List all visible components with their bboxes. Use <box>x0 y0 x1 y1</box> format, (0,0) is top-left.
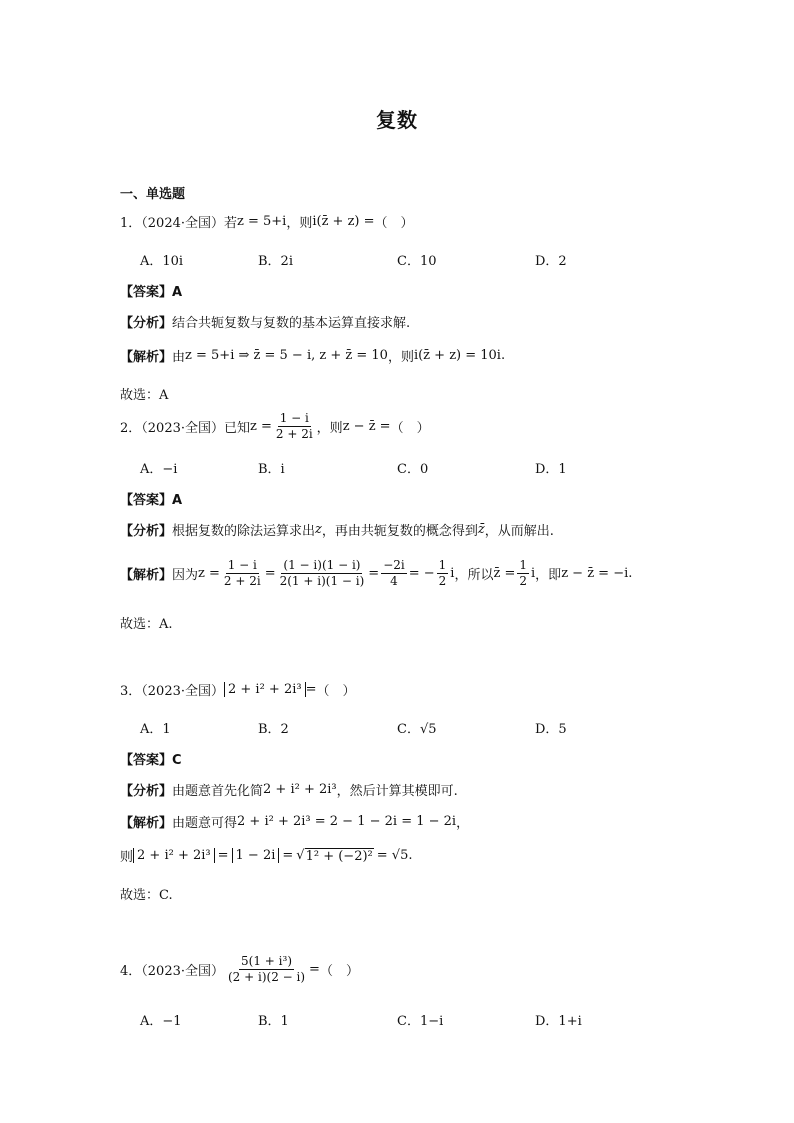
q1-stem <box>120 212 414 231</box>
q2-fraction <box>274 412 315 441</box>
q2-frac-num: 1 − i <box>278 412 311 427</box>
q1-stem-suffix: （ ） <box>374 216 414 231</box>
q2-frac-den: 2 + 2i <box>275 427 313 442</box>
q3-solution-end: ， <box>456 816 470 831</box>
q3-stem <box>120 680 356 699</box>
q2-sol-frac1 <box>222 559 263 588</box>
q2-option-a: A．−i <box>140 462 178 477</box>
q2-stem-mid: ，则 <box>316 421 343 437</box>
q1-solution-mid: ，则 <box>387 350 414 365</box>
q2-sol-frac3-den: 4 <box>390 574 398 589</box>
q2-sol-i2: i <box>531 566 536 582</box>
q3-option-a: A．1 <box>140 722 171 737</box>
q3-analysis-part2: ，然后计算其模即可. <box>336 784 458 799</box>
q3-analysis <box>120 780 458 799</box>
q1-analysis <box>120 312 410 331</box>
q2-sol-mid: ，所以 <box>454 568 494 584</box>
q4-frac-den: (2 + i)(2 − i) <box>228 970 306 985</box>
q2-solution-prefix: 因为 <box>172 568 199 584</box>
q2-sol-frac2-den: 2(1 + i)(1 − i) <box>279 574 365 589</box>
q4-fraction <box>226 955 307 984</box>
q3-analysis-part1: 由题意首先化简 <box>172 784 264 799</box>
q4-option-b: B．1 <box>258 1014 289 1029</box>
q4-option-c: C．1−i <box>397 1014 444 1029</box>
q2-sol-minus: = − <box>408 566 435 582</box>
q2-sol-frac3 <box>381 559 407 588</box>
q3-then-eq3: = √5 <box>376 848 409 863</box>
q3-option-c: C．√5 <box>397 722 437 737</box>
q2-sol-end: . <box>628 566 633 582</box>
q3-then-prefix: 则 <box>120 850 134 865</box>
q2-option-b: B．i <box>258 462 285 477</box>
q3-analysis-label: 【分析】 <box>120 784 173 799</box>
q2-stem-prefix: 2．（2023·全国）已知 <box>120 421 250 437</box>
q1-stem-math1: z = 5+i <box>237 214 287 229</box>
q2-analysis-z: z <box>315 522 322 537</box>
q2-option-c: C．0 <box>397 462 429 477</box>
q4-stem-prefix: 4．（2023·全国） <box>120 964 224 980</box>
q2-conclusion: 故选：A. <box>120 617 173 632</box>
q2-sol-frac2-num: (1 − i)(1 − i) <box>281 559 362 574</box>
q2-sol-frac1-num: 1 − i <box>226 559 259 574</box>
q3-stem-abs: 2 + i² + 2i³ <box>224 682 306 697</box>
q3-sqrt-sign: √ <box>296 848 305 863</box>
q2-sol-zbar-eq: z̄ = <box>493 566 516 582</box>
q2-sol-frac4 <box>437 559 449 588</box>
q1-stem-mid: ，则 <box>286 216 313 231</box>
q2-sol-z-eq: z = <box>198 566 220 582</box>
q3-answer: 【答案】C <box>120 753 182 768</box>
q3-option-b: B．2 <box>258 722 289 737</box>
q1-stem-math2: i(z̄ + z) = <box>312 214 375 229</box>
q2-analysis-part3: ，从而解出. <box>484 524 554 539</box>
q2-option-d: D．1 <box>535 462 567 477</box>
q2-sol-frac5-num: 1 <box>517 559 529 574</box>
q2-analysis <box>120 520 554 539</box>
q1-analysis-label: 【分析】 <box>120 316 173 331</box>
q2-sol-mid2: ，即 <box>535 568 562 584</box>
q2-stem <box>120 412 430 441</box>
q3-solution-label: 【解析】 <box>120 816 173 831</box>
q3-then-sqrt: 1² + (−2)² <box>305 848 373 864</box>
q3-stem-suffix: （ ） <box>316 684 356 699</box>
q4-frac-num: 5(1 + i³) <box>239 955 294 970</box>
q1-solution-prefix: 由 <box>172 350 186 365</box>
q3-stem-prefix: 3．（2023·全国） <box>120 684 224 699</box>
q3-conclusion: 故选：C. <box>120 888 173 903</box>
q4-stem <box>120 955 359 984</box>
q3-option-d: D．5 <box>535 722 567 737</box>
q3-solution-math: 2 + i² + 2i³ = 2 − 1 − 2i = 1 − 2i <box>237 814 457 829</box>
q1-conclusion: 故选：A <box>120 388 169 403</box>
q2-stem-suffix: （ ） <box>390 421 430 437</box>
q4-stem-eq: = <box>309 962 320 978</box>
q4-option-d: D．1+i <box>535 1014 582 1029</box>
q1-analysis-text: 结合共轭复数与复数的基本运算直接求解. <box>172 316 411 331</box>
q3-then-eq2: = <box>282 848 294 863</box>
q2-solution: 【解析】 因为 z = $\frac{1 - i}{2 + 2i}$ = $\frac{(1 - i)(1 - i)}{2(1 + i)(1 - i)}$ = $\frac{-2i}{4}$ = − $\frac{1}{2}$ i ，所以 z̄ = $\frac{1}{2}$ i ，即 z − z̄ = −i . <box>120 558 633 589</box>
q2-sol-frac1-den: 2 + 2i <box>223 574 261 589</box>
q3-solution-prefix: 由题意可得 <box>172 816 238 831</box>
q2-analysis-part1: 根据复数的除法运算求出 <box>172 524 316 539</box>
q2-analysis-part2: ，再由共轭复数的概念得到 <box>321 524 478 539</box>
q4-option-a: A．−1 <box>140 1014 182 1029</box>
q1-option-a: A．10i <box>140 254 184 269</box>
q2-sol-frac5-den: 2 <box>519 574 527 589</box>
q3-stem-eq: = <box>305 682 317 697</box>
q1-solution-label: 【解析】 <box>120 350 173 365</box>
q1-solution <box>120 346 505 365</box>
q2-stem-math2: z − z̄ = <box>342 419 391 435</box>
q2-solution-label: 【解析】 <box>120 568 173 584</box>
q2-sol-final: z − z̄ = −i <box>561 566 629 582</box>
q3-analysis-math: 2 + i² + 2i³ <box>263 782 337 797</box>
q3-then-end: . <box>408 848 413 863</box>
section-heading: 一、单选题 <box>120 187 186 202</box>
q2-sol-frac4-den: 2 <box>438 574 447 589</box>
q2-analysis-zbar: z̄ <box>477 522 485 537</box>
q1-option-d: D．2 <box>535 254 567 269</box>
q3-then-abs1: 2 + i² + 2i³ <box>133 848 215 863</box>
q2-z-eq: z = <box>250 419 272 435</box>
q1-solution-math: z = 5+i ⇒ z̄ = 5 − i, z + z̄ = 10 <box>185 348 388 363</box>
q3-then-eq1: = <box>217 848 229 863</box>
q2-analysis-label: 【分析】 <box>120 524 173 539</box>
q2-sol-frac2 <box>278 559 367 588</box>
q3-then-abs2: 1 − 2i <box>232 848 280 863</box>
q1-stem-prefix: 1．（2024·全国）若 <box>120 216 237 231</box>
q2-sol-frac5 <box>517 559 529 588</box>
q1-solution-math2: i(z̄ + z) = 10i <box>413 348 501 363</box>
page-title: 复数 <box>376 108 418 132</box>
q1-option-b: B．2i <box>258 254 293 269</box>
q2-sol-frac3-num: −2i <box>381 559 407 574</box>
q3-solution <box>120 812 469 831</box>
q4-stem-suffix: （ ） <box>319 964 359 980</box>
q1-option-c: C．10 <box>397 254 437 269</box>
q1-solution-end: . <box>500 348 506 363</box>
q3-then <box>120 846 413 865</box>
q2-answer: 【答案】A <box>120 493 183 508</box>
q2-sol-i: i <box>450 566 455 582</box>
q1-answer: 【答案】A <box>120 285 183 300</box>
q2-sol-frac4-num: 1 <box>437 559 449 574</box>
